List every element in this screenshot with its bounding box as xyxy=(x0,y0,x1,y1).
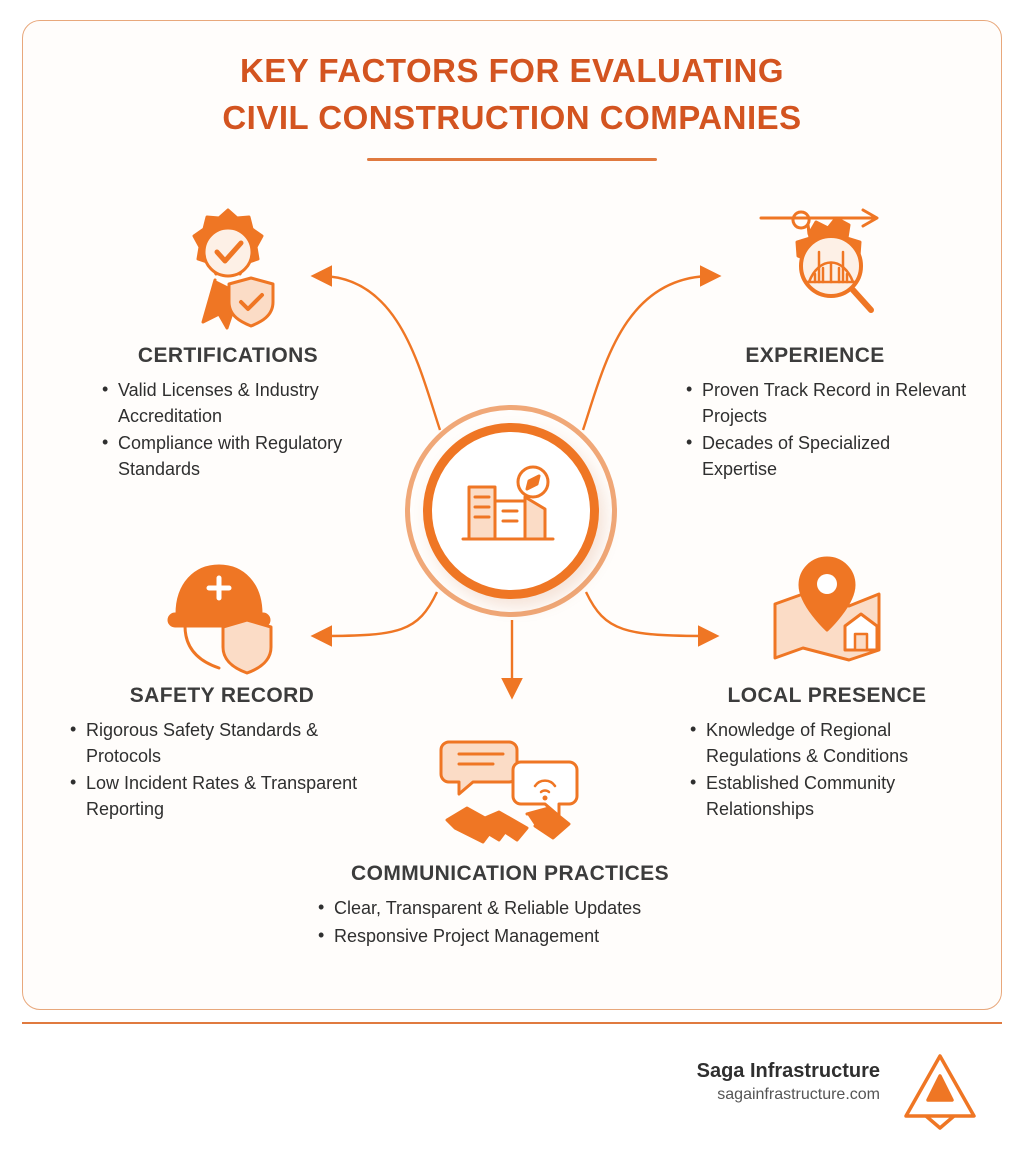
footer-divider xyxy=(22,1022,1002,1024)
center-hub xyxy=(405,405,617,617)
map-pin-house-icon xyxy=(747,540,907,680)
triangle-logo-icon xyxy=(900,1050,980,1132)
buildings-compass-icon xyxy=(449,449,573,573)
node-safety-record-title: SAFETY RECORD xyxy=(129,684,315,707)
node-certifications xyxy=(78,200,378,484)
list-item: • Decades of Specialized Expertise xyxy=(686,431,970,482)
list-item: • Established Community Relationships xyxy=(690,771,982,822)
list-item: • Low Incident Rates & Transparent Reporting xyxy=(70,771,382,822)
list-item: • Compliance with Regulatory Standards xyxy=(102,431,378,482)
node-experience-bullets xyxy=(660,378,970,482)
handshake-speech-bubbles-icon xyxy=(425,728,595,858)
node-experience-title: EXPERIENCE xyxy=(745,344,885,367)
node-communication-practices-title: COMMUNICATION PRACTICES xyxy=(351,862,669,885)
page-title xyxy=(22,48,1002,142)
brand-block xyxy=(697,1060,880,1104)
brand-name: Saga Infrastructure xyxy=(696,1060,880,1082)
node-certifications-bullets xyxy=(78,378,378,482)
node-communication-practices xyxy=(290,728,730,951)
list-item: • Knowledge of Regional Regulations & Conditions xyxy=(690,718,982,769)
node-certifications-title: CERTIFICATIONS xyxy=(137,344,319,367)
title-underline xyxy=(367,158,657,161)
list-item: • Responsive Project Management xyxy=(318,924,730,950)
list-item: • Valid Licenses & Industry Accreditation xyxy=(102,378,378,429)
node-communication-practices-bullets xyxy=(290,896,730,949)
node-local-presence-title: LOCAL PRESENCE xyxy=(727,684,927,707)
list-item: • Proven Track Record in Relevant Projects xyxy=(686,378,970,429)
award-ribbon-shield-icon xyxy=(163,200,293,340)
hard-hat-shield-icon xyxy=(147,540,297,680)
page-title-line-2: CIVIL CONSTRUCTION COMPANIES xyxy=(222,98,802,136)
list-item: • Clear, Transparent & Reliable Updates xyxy=(318,896,730,922)
gear-bridge-magnifier-icon xyxy=(735,200,895,340)
list-item: • Rigorous Safety Standards & Protocols xyxy=(70,718,382,769)
node-experience xyxy=(660,200,970,484)
page-title-line-1: KEY FACTORS FOR EVALUATING xyxy=(239,52,785,89)
footer xyxy=(22,1040,1002,1150)
brand-url: sagainfrastructure.com xyxy=(717,1086,880,1103)
